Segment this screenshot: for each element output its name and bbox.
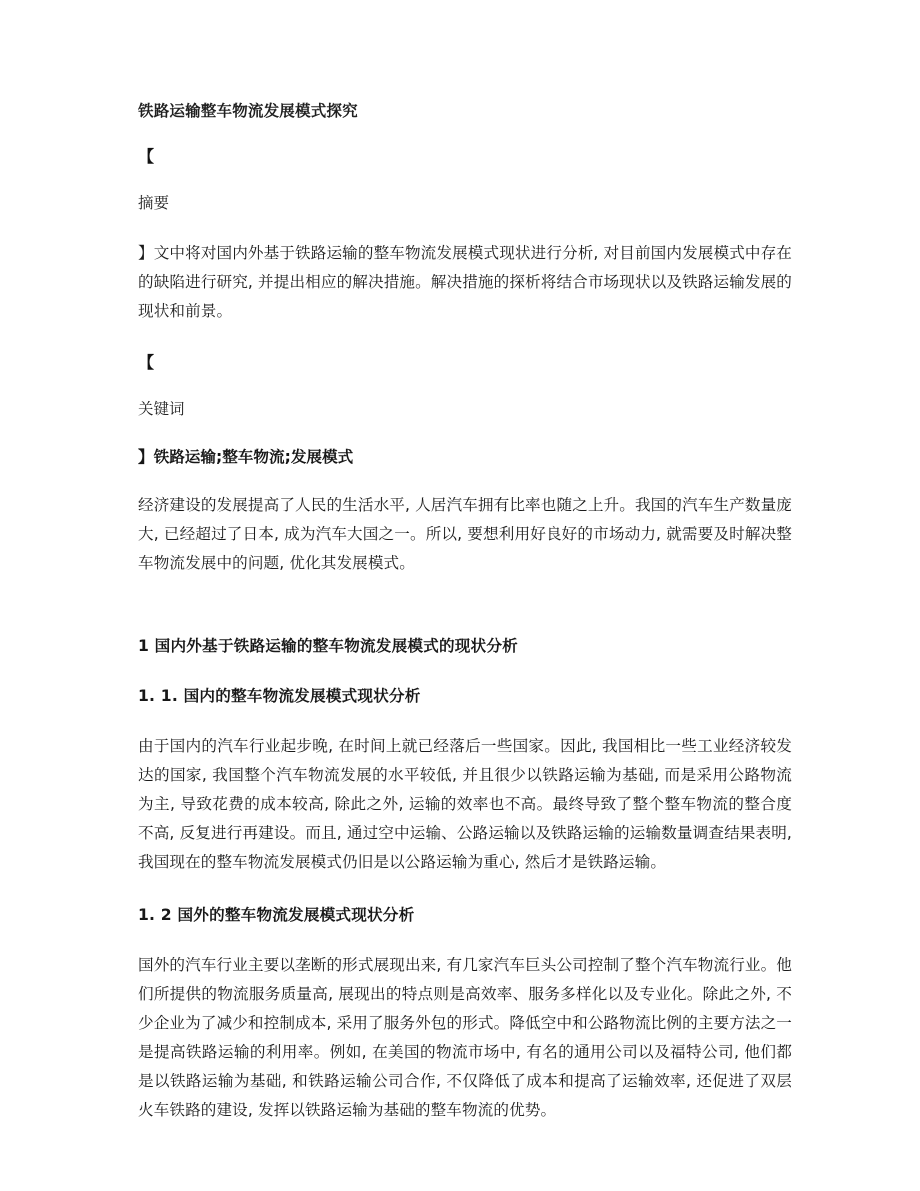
introduction-paragraph: 经济建设的发展提高了人民的生活水平, 人居汽车拥有比率也随之上升。我国的汽车生产数量庞大, 已经超过了日本, 成为汽车大国之一。所以, 要想利用好良好的市场动力, 就需要及时解决整车物流发展中的问题, 优化其发展模式。 [138, 496, 792, 572]
abstract-label: 摘要 [138, 194, 170, 212]
keywords-text: 】铁路运输;整车物流;发展模式 [138, 448, 354, 466]
document-body [138, 100, 792, 1151]
keywords-open-bracket: 【 [138, 353, 155, 372]
subsection-heading-1-1: 1. 1. 国内的整车物流发展模式现状分析 [138, 687, 421, 705]
subsection-body-1-1: 由于国内的汽车行业起步晚, 在时间上就已经落后一些国家。因此, 我国相比一些工业经济较发达的国家, 我国整个汽车物流发展的水平较低, 并且很少以铁路运输为基础, 而是采用公路物流为主, 导致花费的成本较高, 除此之外, 运输的效率也不高。最终导致了整个整车物流的整合度不高, 反复进行再建设。而且, 通过空中运输、公路运输以及铁路运输的运输数量调查结果表明, 我国现在的整车物流发展模式仍旧是以公路运输为重心, 然后才是铁路运输。 [138, 737, 792, 871]
section-heading-1: 1 国内外基于铁路运输的整车物流发展模式的现状分析 [138, 637, 518, 655]
abstract-text: 】文中将对国内外基于铁路运输的整车物流发展模式现状进行分析, 对目前国内发展模式中存在的缺陷进行研究, 并提出相应的解决措施。解决措施的探析将结合市场现状以及铁路运输发展的现状和前景。 [138, 244, 792, 320]
subsection-heading-1-2: 1. 2 国外的整车物流发展模式现状分析 [138, 906, 415, 924]
section-spacer [138, 604, 792, 634]
subsection-body-1-2: 国外的汽车行业主要以垄断的形式展现出来, 有几家汽车巨头公司控制了整个汽车物流行业。他们所提供的物流服务质量高, 展现出的特点则是高效率、服务多样化以及专业化。除此之外, 不少企业为了减少和控制成本, 采用了服务外包的形式。降低空中和公路物流比例的主要方法之一是提高铁路运输的利用率。例如, 在美国的物流市场中, 有名的通用公司以及福特公司, 他们都是以铁路运输为基础, 和铁路运输公司合作, 不仅降低了成本和提高了运输效率, 还促进了双层火车铁路的建设, 发挥以铁路运输为基础的整车物流的优势。 [138, 956, 792, 1119]
abstract-open-bracket: 【 [138, 147, 155, 166]
keywords-label: 关键词 [138, 400, 185, 418]
page-title: 铁路运输整车物流发展模式探究 [138, 102, 358, 120]
